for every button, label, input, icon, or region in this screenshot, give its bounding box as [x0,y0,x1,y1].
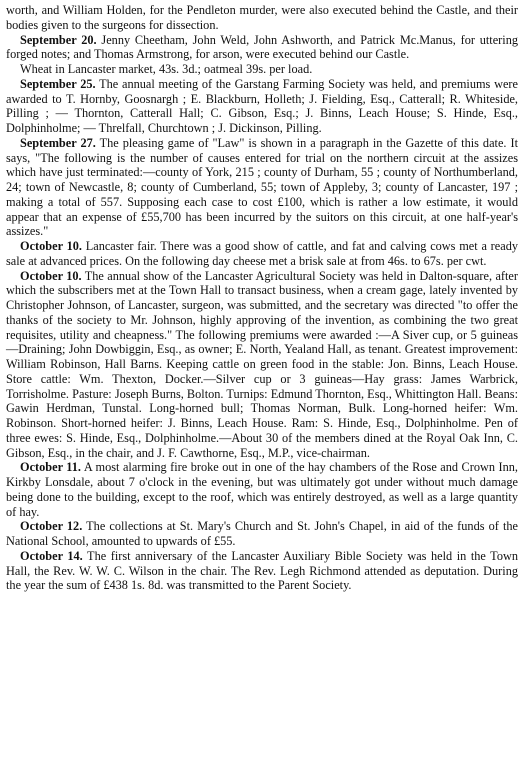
paragraph-sept-27 [6,136,518,239]
paragraph-body: Wheat in Lancaster market, 43s. 3d.; oatmeal 39s. per load. [20,62,313,76]
paragraph-body: The annual meeting of the Garstang Farming Society was held, and premiums were awarded to T. Hornby, Goosnargh ; E. Blackburn, Holleth; J. Fielding, Esq., Catterall; R. Whiteside, Pilling ; — Thornton, Catterall Hall; C. Gibson, Esq.; J. Binns, Leach House; S. Hinde, Esq., Dolphinholme; — Threlfall, Churchtown ; J. Dickinson, Pilling. [6,76,518,135]
paragraph-lead: September 20. [20,32,97,47]
paragraph-body: Jenny Cheetham, John Weld, John Ashworth, and Patrick Mc.Manus, for uttering forged notes; and Thomas Armstrong, for arson, were executed behind our Castle. [6,32,518,62]
paragraph-sept-25 [6,77,518,136]
paragraph-sept-20 [6,33,518,63]
paragraph-oct-12-collections [6,519,518,549]
paragraph-lead: September 27. [20,135,96,150]
paragraph-body: The first anniversary of the Lancaster Auxiliary Bible Society was held in the Town Hall, the Rev. W. W. C. Wilson in the chair. The Rev. Legh Richmond attended as deputation. During the year the sum of £438 1s. 8d. was transmitted to the Parent Society. [6,548,519,593]
paragraph-oct-10-agricultural-show [6,269,518,461]
paragraph-body: A most alarming fire broke out in one of the hay chambers of the Rose and Crown Inn, Kirkby Lonsdale, about 7 o'clock in the evening, but was ultimately got under without much damage being done to the building, except to the roof, which was entirely destroyed, as well as a large quantity of hay. [6,460,518,519]
paragraph-wheat-prices [6,62,518,77]
paragraph-body: The collections at St. Mary's Church and St. John's Chapel, in aid of the funds of the National School, amounted to upwards of £55. [6,519,518,548]
paragraph-lead: October 10. [20,239,82,253]
paragraph-oct-10-fair [6,239,518,269]
paragraph-pendleton-execution [6,3,518,33]
paragraph-body: worth, and William Holden, for the Pendleton murder, were also executed behind the Castle, and their bodies given to the surgeons for dissection. [6,3,518,32]
paragraph-oct-11-fire [6,460,518,519]
paragraph-body: The pleasing game of "Law" is shown in a paragraph in the Gazette of this date. It says, "The following is the number of causes entered for trial on the northern circuit at the assizes which have just terminated:—county of York, 215 ; county of Durham, 55 ; county of Northumberland, 24; town of Newcastle, 8; county of Cumberland, 55; town of Appleby, 3; county of Lancaster, 197 ; making a total of 557. Supposing each case to cost £100, which is rather a low estimate, it would appear that an expense of £55,700 has been incurred by the suitors on this circuit, at one half-year's assizes." [6,135,518,239]
paragraph-lead: October 12. [20,519,83,534]
paragraph-lead: October 11. [20,460,81,475]
paragraph-oct-14-bible-society [6,549,518,593]
paragraph-body: The annual show of the Lancaster Agricultural Society was held in Dalton-square, after which the subscribers met at the Town Hall to transact business, when a cream gage, lately invented by Christopher Johnson, of Lancaster, surgeon, was submitted, and the secretary was directed "to offer the thanks of the society to Mr. Johnson, highly approving of the invention, as combining the two great requisites, utility and cheapness." The following premiums were awarded :—A Siver cup, or 5 guineas—Draining; John Dowbiggin, Esq., as owner; E. North, Yealand Hall, as tenant. Greatest improvement: William Robinson, Hall Barns. Keeping cattle on green food in the stable: Jon. Binns, Leach House. Store cattle: Wm. Thexton, Docker.—Silver cup or 3 guineas—Hay grass: James Warbrick, Torrisholme. Pasture: Joseph Burns, Bolton. Turnips: Edmund Thornton, Esq., Whittington Hall. Beans: Gawin Herdman, Tunstal. Long-horned bull; Thomas Norman, Bulk. Long-horned heifer: Wm. Robinson. Short-horned heifer: J. Binns, Leach House. Ram: S. Hinde, Esq., Dolphinholme. Pen of three ewes: S. Hinde, Esq., Dolphinholme.—About 30 of the members dined at the Royal Oak Inn, C. Gibson, Esq., in the chair, and J. F. Cawthorne, Esq., M.P., vice-chairman. [6,268,518,460]
paragraph-lead: October 10. [20,268,82,283]
paragraph-lead: September 25. [20,76,96,91]
paragraph-body: Lancaster fair. There was a good show of cattle, and fat and calving cows met a ready sale at advanced prices. On the following day cheese met a brisk sale at from 46s. to 67s. per cwt. [6,239,518,268]
paragraph-lead: October 14. [20,548,83,563]
